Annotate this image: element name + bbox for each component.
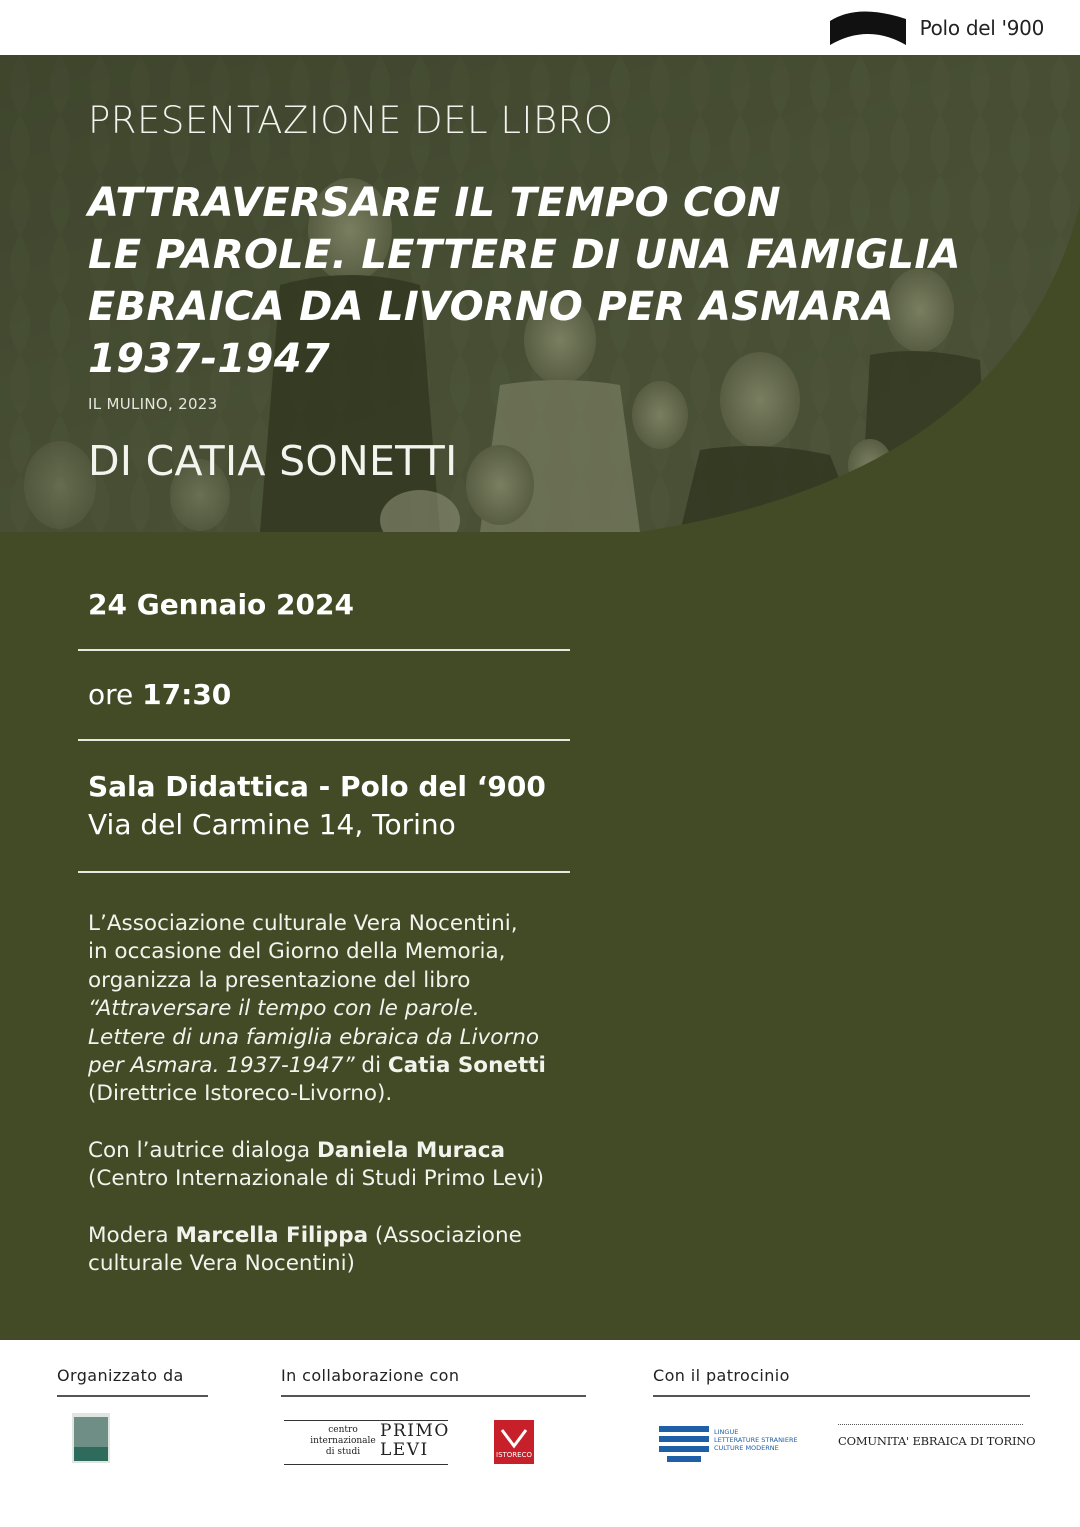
polo-900-logo xyxy=(828,8,1044,48)
logo-text: LETTERATURE STRANIERE xyxy=(714,1436,798,1444)
primo-levi-logo xyxy=(284,1420,448,1466)
istoreco-text: ISTORECO xyxy=(496,1451,532,1459)
author-name: Catia Sonetti xyxy=(387,1053,546,1079)
time-prefix: ore xyxy=(88,678,143,711)
divider xyxy=(78,649,570,651)
event-details xyxy=(0,532,1080,1340)
istoreco-logo xyxy=(494,1420,534,1464)
logo-text: internazionale xyxy=(310,1436,376,1446)
text: Modera xyxy=(88,1222,176,1248)
text: Con l’autrice dialoga xyxy=(88,1137,317,1163)
book-title xyxy=(88,177,1018,385)
polo-arch-icon xyxy=(828,9,908,47)
description-paragraph xyxy=(88,910,648,1109)
event-address: Via del Carmine 14, Torino xyxy=(88,808,456,841)
description-paragraph xyxy=(88,1137,648,1194)
organized-label: Organizzato da xyxy=(57,1366,184,1385)
logo-text: PRIMO xyxy=(380,1421,450,1441)
speaker-name: Daniela Muraca xyxy=(316,1137,505,1163)
collab-label: In collaborazione con xyxy=(281,1366,460,1385)
moderator-name: Marcella Filippa xyxy=(175,1222,369,1248)
divider xyxy=(78,871,570,873)
text-di: di xyxy=(354,1053,388,1079)
book-title-italic: Lettere di una famiglia ebraica da Livorno xyxy=(88,1024,539,1050)
time-value: 17:30 xyxy=(142,678,232,711)
title-line: ATTRAVERSARE IL TEMPO CON xyxy=(88,180,781,226)
book-title-italic: “Attraversare il tempo con le parole. xyxy=(88,996,480,1022)
logo-text: LEVI xyxy=(380,1440,429,1460)
divider xyxy=(78,739,570,741)
divider xyxy=(653,1395,1030,1397)
divider xyxy=(281,1395,586,1397)
moderator-affiliation: (Associazione xyxy=(368,1222,522,1248)
speaker-affiliation: (Centro Internazionale di Studi Primo Levi) xyxy=(88,1166,545,1192)
top-bar xyxy=(0,0,1080,55)
publisher: IL MULINO, 2023 xyxy=(88,395,218,413)
brand-name: Polo del '900 xyxy=(919,16,1044,40)
title-line: EBRAICA DA LIVORNO PER ASMARA xyxy=(88,284,894,330)
event-date: 24 Gennaio 2024 xyxy=(88,588,354,621)
text-line: L’Associazione culturale Vera Nocentini, xyxy=(88,911,518,936)
text-line: organizza la presentazione del libro xyxy=(88,967,471,993)
footer xyxy=(0,1340,1080,1527)
lingue-dipartimento-logo xyxy=(659,1422,809,1464)
book-title-italic: per Asmara. 1937-1947” xyxy=(88,1053,355,1079)
vera-nocentini-logo xyxy=(72,1413,110,1463)
patronage-label: Con il patrocinio xyxy=(653,1366,790,1385)
hero-section xyxy=(0,55,1080,532)
event-venue: Sala Didattica - Polo del ‘900 xyxy=(88,770,546,803)
logo-text: LINGUE xyxy=(714,1428,739,1436)
moderator-affiliation: culturale Vera Nocentini) xyxy=(88,1251,355,1277)
text-line: in occasione del Giorno della Memoria, xyxy=(88,939,506,965)
comunita-ebraica-torino-logo xyxy=(838,1424,1036,1458)
title-line: LE PAROLE. LETTERE DI UNA FAMIGLIA xyxy=(88,232,961,278)
author-role: (Direttrice Istoreco-Livorno). xyxy=(88,1081,393,1107)
description-paragraph xyxy=(88,1222,648,1279)
logo-text: di studi xyxy=(325,1447,361,1457)
author: DI CATIA SONETTI xyxy=(88,437,458,485)
description xyxy=(88,910,648,1306)
kicker: PRESENTAZIONE DEL LIBRO xyxy=(88,99,614,142)
title-line: 1937-1947 xyxy=(88,336,330,382)
logo-text: COMUNITA' EBRAICA DI TORINO xyxy=(838,1434,1036,1448)
divider xyxy=(57,1395,208,1397)
event-time xyxy=(88,678,231,711)
logo-text: centro xyxy=(328,1425,358,1435)
logo-text: CULTURE MODERNE xyxy=(714,1444,779,1452)
